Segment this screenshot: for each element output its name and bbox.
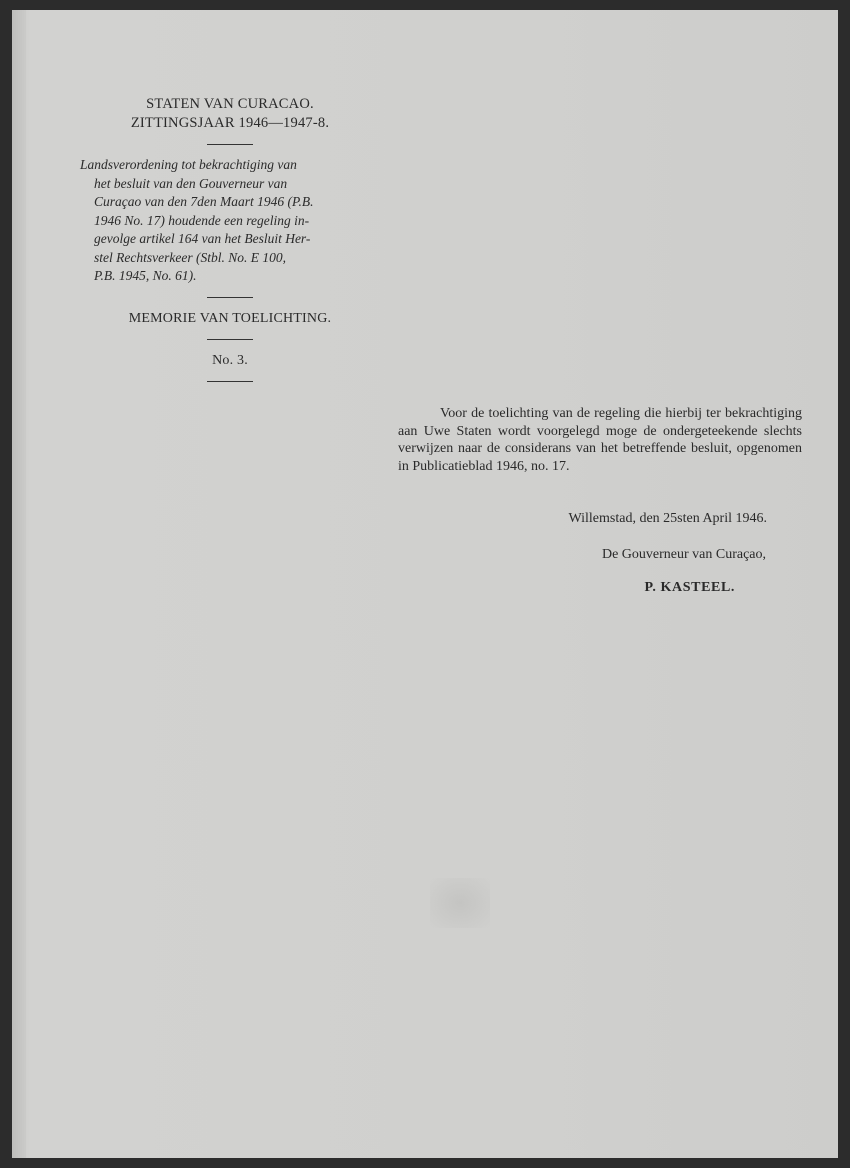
- ordinance-description: [80, 156, 380, 286]
- description-line: P.B. 1945, No. 61).: [94, 268, 197, 283]
- signature-name: P. KASTEEL.: [644, 580, 735, 595]
- header-title: STATEN VAN CURACAO.: [146, 96, 314, 112]
- description-line: gevolge artikel 164 van het Besluit Her-: [94, 231, 311, 246]
- description-line: 1946 No. 17) houdende een regeling in-: [94, 212, 310, 228]
- document-number: No. 3.: [212, 352, 248, 368]
- governor-title: De Gouverneur van Curaçao,: [601, 547, 766, 562]
- divider-rule: [207, 144, 253, 145]
- divider-rule: [207, 297, 253, 298]
- divider-rule: [207, 381, 253, 382]
- header-session-year: ZITTINGSJAAR 1946—1947-8.: [130, 115, 330, 131]
- description-line: het besluit van den Gouverneur van: [94, 175, 288, 191]
- explanation-paragraph: Voor de toelichting van de regeling die hierbij ter bekrachtiging aan Uwe Staten wordt voorgelegd moge de ondergeteekende slechts verwijzen naar de considerans van het betreffende besluit, opgenomen in Publicatieblad 1946, no. 17.: [398, 406, 802, 474]
- paper-smudge: [430, 878, 490, 928]
- document-page: [12, 10, 838, 1158]
- explanation-body: [398, 405, 802, 475]
- divider-rule: [207, 339, 253, 340]
- description-line: Landsverordening tot bekrachtiging van: [80, 157, 297, 172]
- description-line: Curaçao van den 7den Maart 1946 (P.B.: [94, 194, 314, 209]
- description-line: stel Rechtsverkeer (Stbl. No. E 100,: [94, 249, 286, 265]
- memorie-heading: MEMORIE VAN TOELICHTING.: [128, 310, 332, 326]
- header-block: [80, 95, 380, 393]
- page-edge: [12, 10, 26, 1158]
- date-place-line: Willemstad, den 25sten April 1946.: [568, 511, 767, 526]
